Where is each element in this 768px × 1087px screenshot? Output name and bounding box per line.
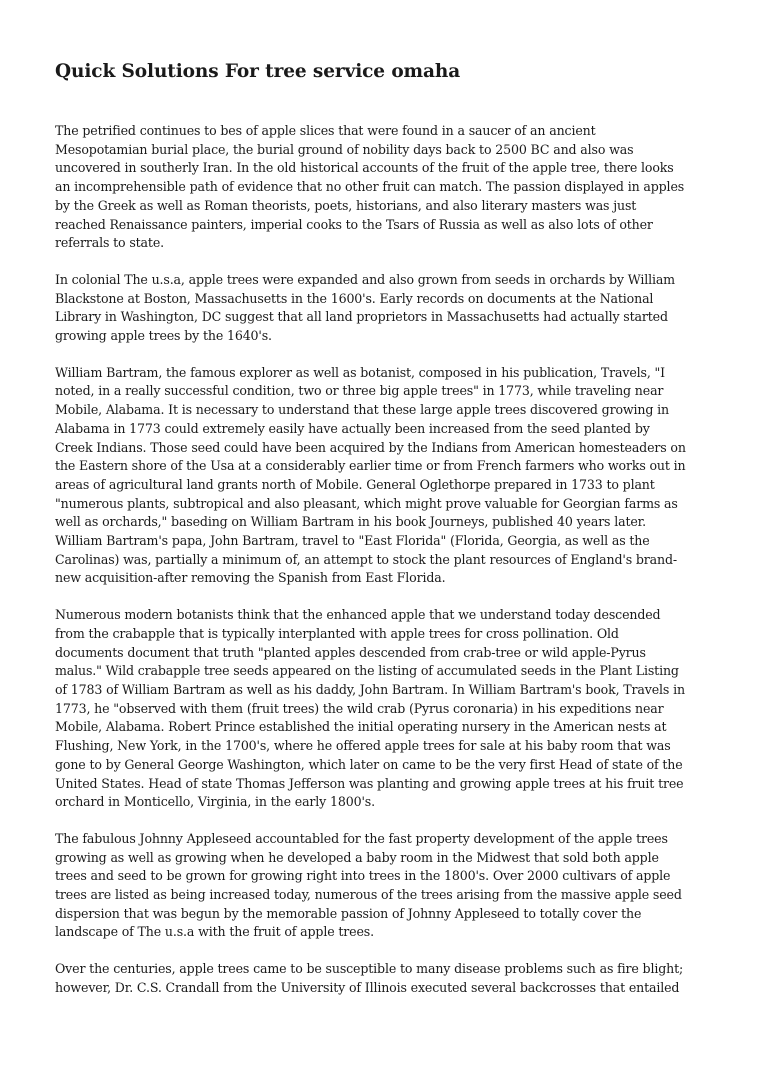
paragraph-line: United States. Head of state Thomas Jefferson was planting and growing apple trees at his fruit tree: [55, 775, 684, 791]
paragraph-line: from the crabapple that is typically interplanted with apple trees for cross pollination. Old: [55, 625, 619, 641]
paragraph-line: Blackstone at Boston, Massachusetts in the 1600's. Early records on documents at the National: [55, 290, 654, 306]
paragraph-line: an incomprehensible path of evidence that no other fruit can match. The passion displayed in apples: [55, 179, 685, 195]
paragraph-line: Over the centuries, apple trees came to be susceptible to many disease problems such as fire blight;: [55, 961, 684, 977]
paragraph-line: of 1783 of William Bartram as well as his daddy, John Bartram. In William Bartram's book, Travels in: [55, 681, 685, 697]
paragraph-line: orchard in Monticello, Virginia, in the early 1800's.: [55, 794, 375, 810]
paragraph-line: 1773, he "observed with them (fruit trees) the wild crab (Pyrus coronaria) in his expeditions near: [55, 700, 664, 716]
paragraph: [55, 271, 715, 346]
paragraph: [55, 830, 715, 942]
paragraph-line: new acquisition-after removing the Spanish from East Florida.: [55, 570, 446, 586]
paragraph-line: documents document that truth "planted apples descended from crab-tree or wild apple-Pyrus: [55, 644, 646, 660]
paragraph-line: trees are listed as being increased today, numerous of the trees arising from the massive apple seed: [55, 887, 682, 903]
paragraph-line: Creek Indians. Those seed could have been acquired by the Indians from American homesteaders on: [55, 439, 686, 455]
paragraph-line: well as orchards," baseding on William Bartram in his book Journeys, published 40 years later.: [55, 514, 647, 530]
paragraph-line: Library in Washington, DC suggest that all land proprietors in Massachusetts had actually started: [55, 309, 668, 325]
paragraph-line: reached Renaissance painters, imperial cooks to the Tsars of Russia as well as also lots of other: [55, 216, 653, 232]
paragraph: [55, 960, 715, 997]
paragraph-line: The fabulous Johnny Appleseed accountabled for the fast property development of the apple trees: [55, 830, 668, 846]
paragraph-line: trees and seed to be grown for growing right into trees in the 1800's. Over 2000 cultivars of apple: [55, 868, 671, 884]
paragraph-line: however, Dr. C.S. Crandall from the University of Illinois executed several backcrosses that entailed: [55, 979, 680, 995]
paragraph-line: malus." Wild crabapple tree seeds appeared on the listing of accumulated seeds in the Plant Listing: [55, 663, 679, 679]
paragraph-line: growing as well as growing when he developed a baby room in the Midwest that sold both apple: [55, 849, 659, 865]
paragraph-line: William Bartram, the famous explorer as well as botanist, composed in his publication, Travels, "I: [55, 364, 666, 380]
paragraph-line: growing apple trees by the 1640's.: [55, 328, 272, 344]
paragraph-line: Carolinas) was, partially a minimum of, an attempt to stock the plant resources of England's brand-: [55, 551, 677, 567]
paragraph-line: Mesopotamian burial place, the burial ground of nobility days back to 2500 BC and also was: [55, 141, 634, 157]
paragraph-line: The petrified continues to bes of apple slices that were found in a saucer of an ancient: [55, 123, 596, 138]
document-body: [55, 122, 715, 998]
paragraph-line: gone to by General George Washington, which later on came to be the very first Head of state of the: [55, 756, 683, 772]
paragraph: [55, 122, 715, 253]
paragraph: [55, 606, 715, 812]
paragraph-line: William Bartram's papa, John Bartram, travel to "East Florida" (Florida, Georgia, as well as the: [55, 533, 650, 549]
paragraph-line: Flushing, New York, in the 1700's, where he offered apple trees for sale at his baby room that was: [55, 738, 671, 754]
paragraph-line: by the Greek as well as Roman theorists, poets, historians, and also literary masters was just: [55, 197, 637, 213]
paragraph-line: Numerous modern botanists think that the enhanced apple that we understand today descended: [55, 607, 661, 623]
paragraph-line: Mobile, Alabama. It is necessary to understand that these large apple trees discovered growing in: [55, 402, 669, 418]
paragraph-line: the Eastern shore of the Usa at a considerably earlier time or from French farmers who works out in: [55, 458, 686, 474]
document-page: [55, 58, 715, 1016]
paragraph-line: referrals to state.: [55, 235, 164, 251]
paragraph-line: In colonial The u.s.a, apple trees were expanded and also grown from seeds in orchards by William: [55, 271, 675, 287]
document-title: Quick Solutions For tree service omaha: [55, 61, 461, 82]
paragraph-line: uncovered in southerly Iran. In the old historical accounts of the fruit of the apple tree, there looks: [55, 160, 674, 176]
paragraph-line: dispersion that was begun by the memorable passion of Johnny Appleseed to totally cover the: [55, 905, 642, 921]
paragraph: [55, 364, 715, 588]
paragraph-line: "numerous plants, subtropical and also pleasant, which might prove valuable for Georgian farms as: [55, 495, 678, 511]
paragraph-line: noted, in a really successful condition, two or three big apple trees" in 1773, while traveling near: [55, 383, 664, 399]
paragraph-line: Mobile, Alabama. Robert Prince established the initial operating nursery in the American nests at: [55, 719, 667, 735]
paragraph-line: landscape of The u.s.a with the fruit of apple trees.: [55, 924, 374, 940]
paragraph-line: areas of agricultural land grants north of Mobile. General Oglethorpe prepared in 1733 to plant: [55, 476, 655, 492]
paragraph-line: Alabama in 1773 could extremely easily have actually been increased from the seed planted by: [55, 420, 650, 436]
